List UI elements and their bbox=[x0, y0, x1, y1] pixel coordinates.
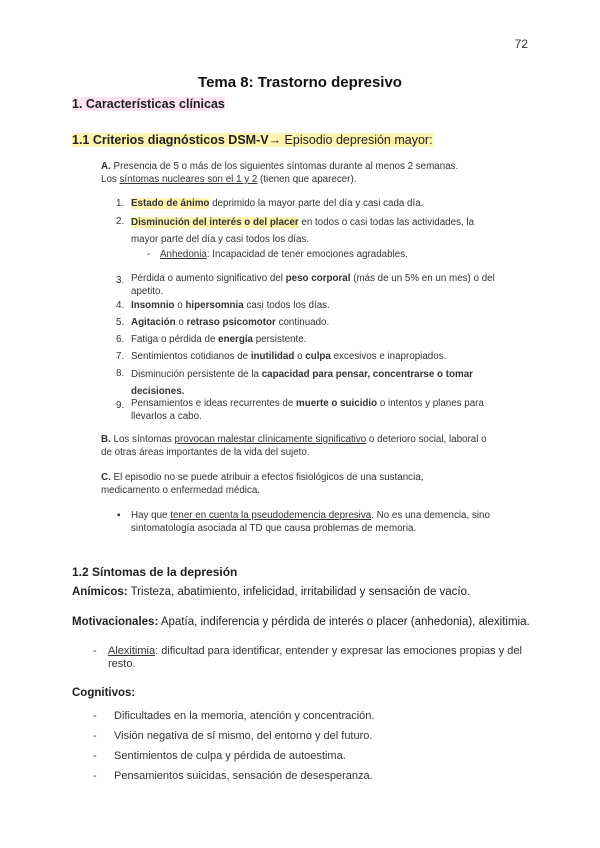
anhedonia-definition bbox=[160, 249, 408, 262]
section-heading-1-1 bbox=[72, 133, 433, 147]
criterion-c bbox=[101, 472, 441, 497]
criterion-item bbox=[131, 315, 501, 330]
alexitimia-term: Alexitimia bbox=[108, 645, 156, 657]
item-number: 3. bbox=[116, 275, 125, 286]
dash: - bbox=[93, 750, 97, 762]
criterion-a-line1: Presencia de 5 o más de los siguientes síntomas durante al menos 2 semanas. bbox=[113, 161, 459, 172]
item-bold: peso corporal bbox=[285, 273, 351, 284]
animicos-label: Anímicos: bbox=[72, 586, 128, 598]
criterion-item bbox=[131, 349, 501, 364]
item-bold: inutilidad bbox=[250, 351, 295, 362]
note-pre: Hay que bbox=[131, 510, 171, 521]
section-1-1-rest: → Episodio depresión mayor: bbox=[268, 133, 433, 147]
item-text: o bbox=[294, 351, 306, 362]
item-text: excesivos e inapropiados. bbox=[330, 351, 447, 362]
dash: - bbox=[147, 249, 151, 260]
item-text: en todos o casi todas las actividades, la mayor parte del día y casi todos los días. bbox=[131, 217, 475, 245]
alexitimia-definition bbox=[108, 645, 528, 671]
item-bold: energía bbox=[218, 334, 254, 345]
section-heading-1-2: 1.2 Síntomas de la depresión bbox=[72, 565, 238, 579]
item-number: 4. bbox=[116, 300, 125, 311]
item-text: o bbox=[175, 317, 187, 328]
section-heading-1 bbox=[72, 97, 225, 111]
item-text: Pérdida o aumento significativo del bbox=[131, 273, 286, 284]
pseudodementia-note bbox=[131, 510, 516, 535]
note-underline: tener en cuenta la pseudodemencia depresiva bbox=[170, 510, 372, 521]
criterion-a-letter: A. bbox=[101, 161, 111, 172]
item-bold: capacidad para pensar, concentrarse o tomar decisiones. bbox=[131, 369, 473, 397]
cognitivos-item: Visión negativa de sí mismo, del entorno y del futuro. bbox=[114, 730, 373, 742]
item-bold: interés o del placer bbox=[209, 217, 299, 228]
section-1-title: 1. Características clínicas bbox=[72, 97, 225, 111]
item-text: Pensamientos e ideas recurrentes de bbox=[131, 398, 297, 409]
cognitivos-item: Sentimientos de culpa y pérdida de autoestima. bbox=[114, 750, 346, 762]
item-text: Disminución persistente de la bbox=[131, 369, 262, 380]
item-bold: muerte o suicidio bbox=[296, 398, 378, 409]
item-text: continuado. bbox=[275, 317, 330, 328]
criterion-item bbox=[131, 398, 501, 423]
section-1-1-bold: 1.1 Criterios diagnósticos DSM-V bbox=[72, 133, 269, 147]
item-bold: Agitación bbox=[131, 317, 176, 328]
note-post: . No es una demencia, sino sintomatología asociada al TD que causa problemas de memoria. bbox=[131, 510, 490, 534]
anhedonia-text: : Incapacidad de tener emociones agradables. bbox=[206, 249, 408, 260]
animicos-text: Tristeza, abatimiento, infelicidad, irritabilidad y sensación de vacío. bbox=[127, 586, 471, 598]
dash: - bbox=[93, 730, 97, 742]
page-title: Tema 8: Trastorno depresivo bbox=[198, 74, 402, 91]
dash: - bbox=[93, 645, 97, 657]
item-number: 2. bbox=[116, 216, 125, 227]
item-number: 7. bbox=[116, 351, 125, 362]
criterion-c-letter: C. bbox=[101, 472, 111, 483]
criterion-c-text: El episodio no se puede atribuir a efectos fisiológicos de una sustancia, medicamento o enfermedad médica. bbox=[101, 472, 424, 496]
motivacionales-label: Motivacionales: bbox=[72, 616, 159, 628]
item-number: 1. bbox=[116, 198, 125, 209]
item-text: casi todos los días. bbox=[243, 300, 330, 311]
criterion-a-nuclear bbox=[101, 174, 501, 187]
criterion-item bbox=[131, 214, 501, 248]
criterion-item bbox=[131, 366, 501, 400]
criterion-b-underline: provocan malestar clínicamente significativo bbox=[174, 434, 367, 445]
alexitimia-text: : dificultad para identificar, entender y expresar las emociones propias y del resto. bbox=[108, 645, 522, 670]
item-text: o bbox=[174, 300, 186, 311]
criterion-b bbox=[101, 434, 491, 459]
item-text: persistente. bbox=[253, 334, 307, 345]
dash: - bbox=[93, 710, 97, 722]
item-text: (más de un 5% en un mes) o del apetito. bbox=[131, 273, 495, 297]
criterion-a-line2-underline: síntomas nucleares son el 1 y 2 bbox=[119, 174, 258, 185]
cognitivos-label: Cognitivos: bbox=[72, 687, 136, 699]
item-bold: hipersomnia bbox=[185, 300, 244, 311]
item-text: Sentimientos cotidianos de bbox=[131, 351, 251, 362]
criterion-a-line2-post: (tienen que aparecer). bbox=[257, 174, 357, 185]
page-number: 72 bbox=[514, 37, 528, 51]
motivacionales-paragraph bbox=[72, 615, 532, 629]
criterion-a bbox=[101, 161, 501, 174]
animicos-paragraph bbox=[72, 585, 532, 599]
motivacionales-text: Apatía, indiferencia y pérdida de interés o placer (anhedonia), alexitimia. bbox=[158, 616, 530, 628]
item-number: 5. bbox=[116, 317, 125, 328]
criterion-item bbox=[131, 196, 501, 211]
item-number: 8. bbox=[116, 368, 125, 379]
cognitivos-item: Pensamientos suicidas, sensación de desesperanza. bbox=[114, 770, 373, 782]
item-text: deprimido la mayor parte del día y casi cada día. bbox=[209, 198, 424, 209]
item-bold: culpa bbox=[305, 351, 331, 362]
item-bold: Insomnio bbox=[131, 300, 175, 311]
criterion-item bbox=[131, 332, 501, 347]
item-text: o intentos y planes para llevarlos a cabo. bbox=[131, 398, 484, 422]
item-bold: retraso psicomotor bbox=[186, 317, 276, 328]
dash: - bbox=[93, 770, 97, 782]
anhedonia-term: Anhedonia bbox=[160, 249, 207, 260]
item-number: 9. bbox=[116, 400, 125, 411]
criterion-item bbox=[131, 298, 501, 313]
item-bold: Disminución del bbox=[131, 217, 210, 228]
item-number: 6. bbox=[116, 334, 125, 345]
item-text: Fatiga o pérdida de bbox=[131, 334, 219, 345]
cognitivos-heading bbox=[72, 686, 532, 700]
cognitivos-item: Dificultades en la memoria, atención y concentración. bbox=[114, 710, 375, 722]
criterion-item bbox=[131, 273, 501, 298]
criterion-b-post: o deterioro social, laboral o de otras áreas importantes de la vida del sujeto. bbox=[101, 434, 487, 458]
square-bullet-icon: ▪ bbox=[117, 510, 121, 521]
criterion-b-pre: Los síntomas bbox=[110, 434, 175, 445]
criterion-b-letter: B. bbox=[101, 434, 111, 445]
item-bold: Estado de ánimo bbox=[131, 198, 210, 209]
criterion-a-line2-pre: Los bbox=[101, 174, 120, 185]
